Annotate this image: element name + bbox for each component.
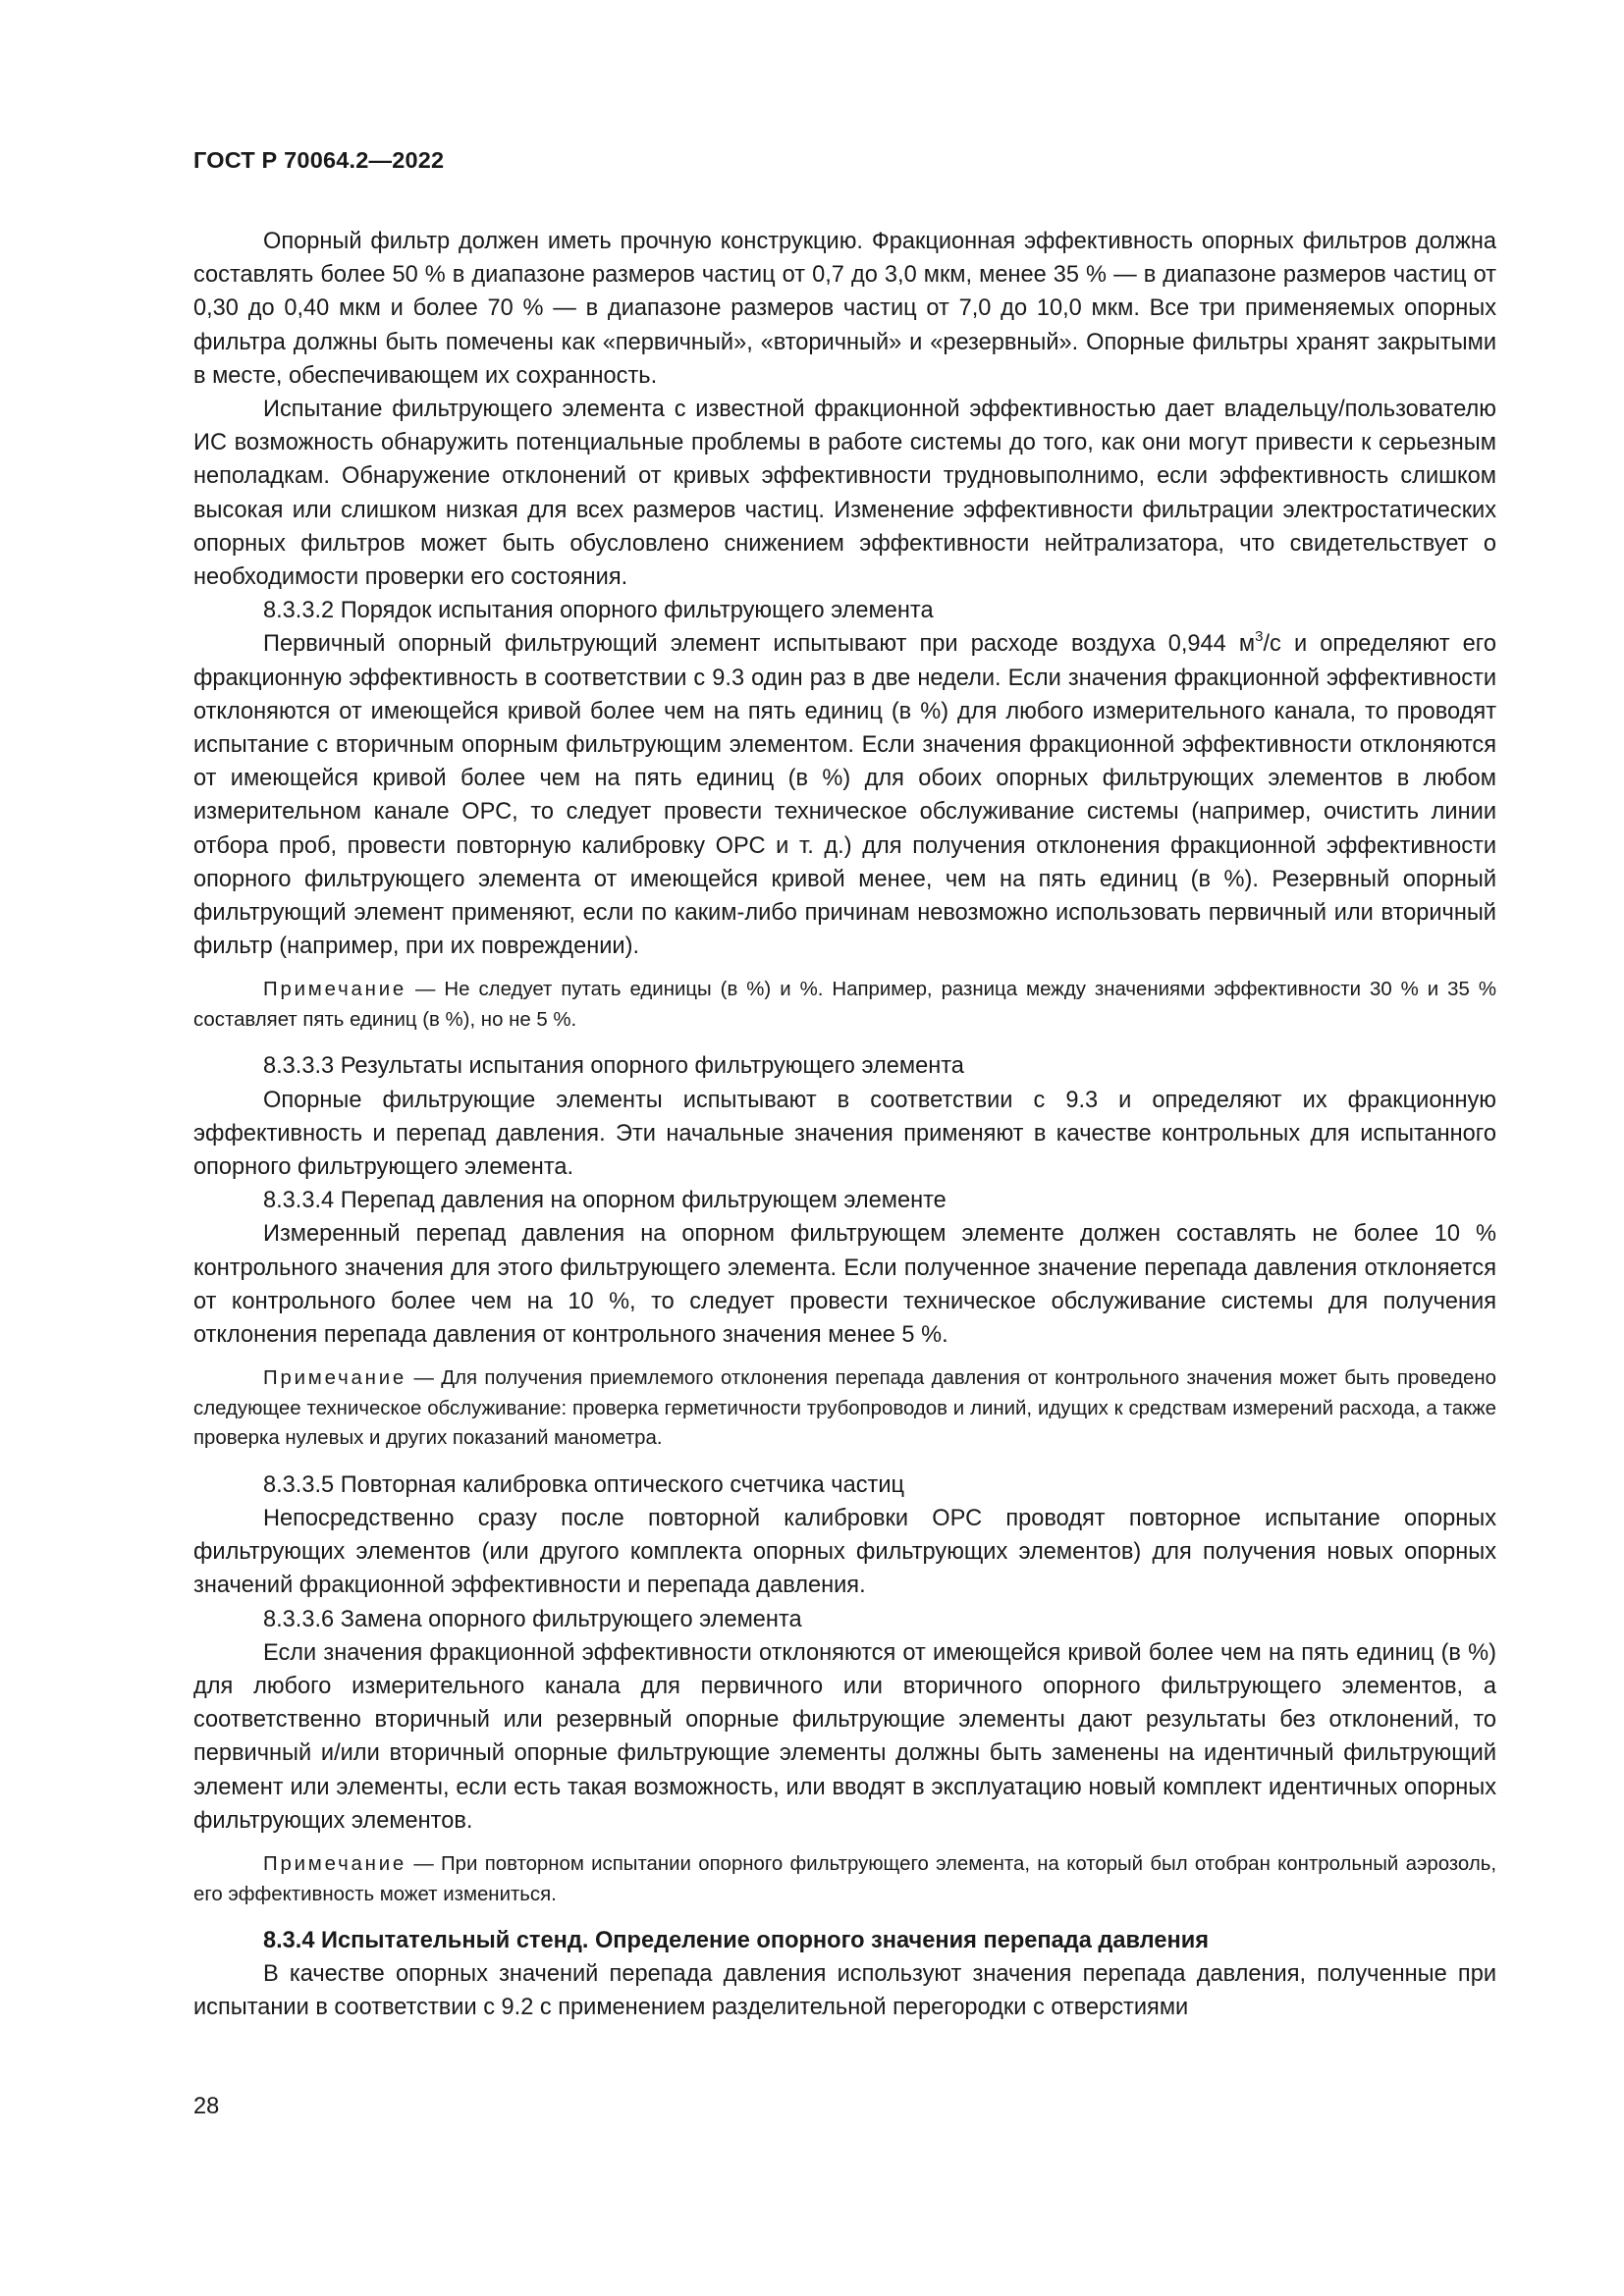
note-label: Примечание	[263, 1367, 407, 1390]
paragraph-primary-filter-part1: Первичный опорный фильтрующий элемент испытывают при расходе воздуха 0,944 м	[263, 631, 1256, 658]
clause-8-3-3-3-title: 8.3.3.3 Результаты испытания опорного фильтрующего элемента	[263, 1053, 964, 1080]
document-body	[193, 225, 1496, 2025]
clause-8-3-3-6-title: 8.3.3.6 Замена опорного фильтрующего элемента	[263, 1606, 802, 1632]
note-text: — Для получения приемлемого отклонения перепада давления от контрольного значения может быть проведено следующее техническое обслуживание: проверка герметичности трубопроводов и линий, идущих к средствам измерений расхода, а также проверка нулевых и других показаний манометра.	[193, 1367, 1496, 1450]
note-text: — При повторном испытании опорного фильтрующего элемента, на который был отобран контрольный аэрозоль, его эффективность может измениться.	[193, 1853, 1496, 1905]
clause-8-3-3-4-title: 8.3.3.4 Перепад давления на опорном фильтрующем элементе	[263, 1188, 947, 1214]
superscript-cube: 3	[1255, 627, 1264, 645]
document-header: ГОСТ Р 70064.2—2022	[193, 147, 445, 173]
paragraph-filter-testing-purpose: Испытание фильтрующего элемента с известной фракционной эффективностью дает владельцу/пользователю ИС возможность обнаружить потенциальные проблемы в работе системы до того, как они могут привести к серьезным неполадкам. Обнаружение отклонений от кривых эффективности трудновыполнимо, если эффективность слишком высокая или слишком низкая для всех размеров частиц. Изменение эффективности фильтрации электростатических опорных фильтров может быть обусловлено снижением эффективности нейтрализатора, что свидетельствует о необходимости проверки его состояния.	[193, 397, 1496, 591]
paragraph-test-results: Опорные фильтрующие элементы испытывают в соответствии с 9.3 и определяют их фракционную эффективность и перепад давления. Эти начальные значения применяют в качестве контрольных для испытанного опорного фильтрующего элемента.	[193, 1087, 1496, 1181]
note-label: Примечание	[263, 1853, 407, 1876]
paragraph-primary-filter-part2: /с и определяют его фракционную эффективность в соответствии с 9.3 один раз в две недели. Если значения фракционной эффективности отклоняются от имеющейся кривой более чем на пять единиц (в %) для любого измерительного канала, то проводят испытание с вторичным опорным фильтрующим элементом. Если значения фракционной эффективности отклоняются от имеющейся кривой более чем на пять единиц (в %) для обоих опорных фильтрующих элементов в любом измерительном канале ОРС, то следует провести техническое обслуживание системы (например, очистить линии отбора проб, провести повторную калибровку ОРС и т. д.) для получения отклонения фракционной эффективности опорного фильтрующего элемента от имеющейся кривой менее, чем на пять единиц (в %). Резервный опорный фильтрующий элемент применяют, если по каким-либо причинам невозможно использовать первичный или вторичный фильтр (например, при их повреждении).	[193, 631, 1496, 960]
paragraph-recalibration: Непосредственно сразу после повторной калибровки ОРС проводят повторное испытание опорных фильтрующих элементов (или другого комплекта опорных фильтрующих элементов) для получения новых опорных значений фракционной эффективности и перепада давления.	[193, 1506, 1496, 1599]
paragraph-primary-filter-testing	[193, 627, 1496, 963]
paragraph-pressure-drop: Измеренный перепад давления на опорном фильтрующем элементе должен составлять не более 10 % контрольного значения для этого фильтрующего элемента. Если полученное значение перепада давления отклоняется от контрольного более чем на 10 %, то следует провести техническое обслуживание системы для получения отклонения перепада давления от контрольного значения менее 5 %.	[193, 1221, 1496, 1349]
note-maintenance	[193, 1363, 1496, 1454]
paragraph-reference-filter-construction: Опорный фильтр должен иметь прочную конструкцию. Фракционная эффективность опорных фильтров должна составлять более 50 % в диапазоне размеров частиц от 0,7 до 3,0 мкм, менее 35 % — в диапазоне размеров частиц от 0,30 до 0,40 мкм и более 70 % — в диапазоне размеров частиц от 7,0 до 10,0 мкм. Все три применяемых опорных фильтра должны быть помечены как «первичный», «вторичный» и «резервный». Опорные фильтры хранят закрытыми в месте, обеспечивающем их сохранность.	[193, 229, 1496, 389]
paragraph-filter-replacement: Если значения фракционной эффективности отклоняются от имеющейся кривой более чем на пять единиц (в %) для любого измерительного канала для первичного или вторичного опорного фильтрующего элементов, а соответственно вторичный или резервный опорные фильтрующие элементы дают результаты без отклонений, то первичный и/или вторичный опорные фильтрующие элементы должны быть заменены на идентичный фильтрующий элемент или элементы, если есть такая возможность, или вводят в эксплуатацию новый комплект идентичных опорных фильтрующих элементов.	[193, 1639, 1496, 1834]
clause-8-3-3-2-title: 8.3.3.2 Порядок испытания опорного фильтрующего элемента	[263, 598, 934, 624]
clause-8-3-4-title: 8.3.4 Испытательный стенд. Определение опорного значения перепада давления	[263, 1928, 1210, 1954]
note-text: — Не следует путать единицы (в %) и %. Например, разница между значениями эффективности 30 % и 35 % составляет пять единиц (в %), но не 5 %.	[193, 979, 1496, 1031]
note-retest	[193, 1849, 1496, 1909]
clause-8-3-3-5-title: 8.3.3.5 Повторная калибровка оптического счетчика частиц	[263, 1471, 905, 1498]
note-units-percent	[193, 975, 1496, 1035]
page-number: 28	[193, 2094, 220, 2119]
note-label: Примечание	[263, 979, 407, 1001]
paragraph-reference-pressure-values: В качестве опорных значений перепада давления используют значения перепада давления, полученные при испытании в соответствии с 9.2 с применением разделительной перегородки с отверстиями	[193, 1961, 1496, 2021]
